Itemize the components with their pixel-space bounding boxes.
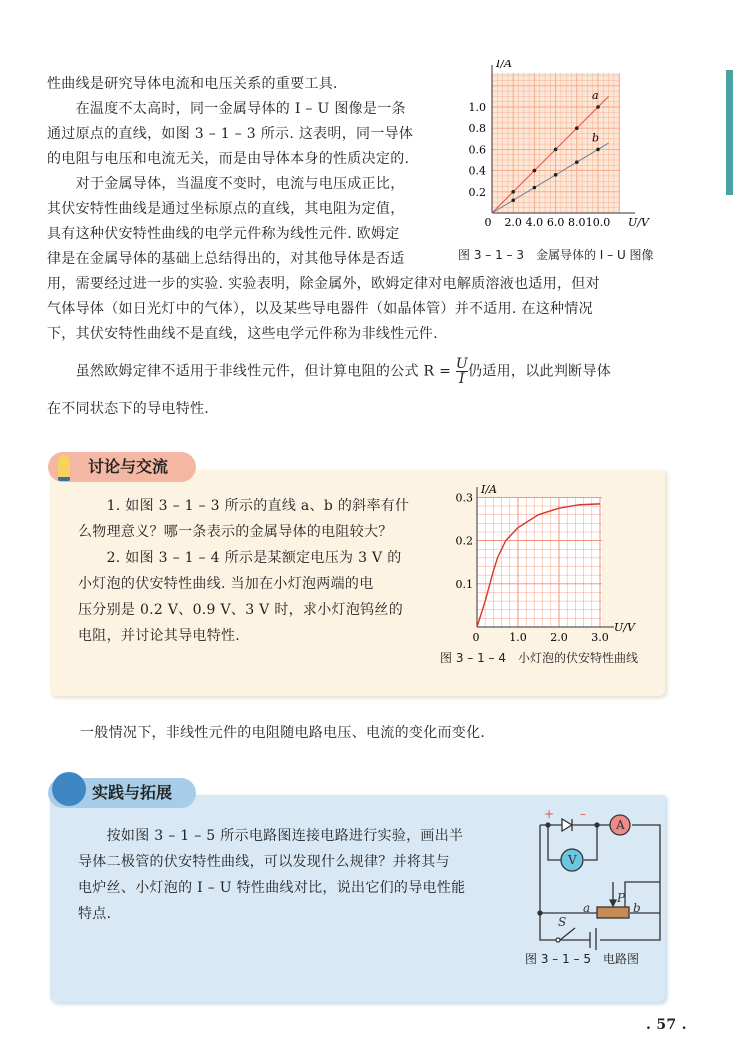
fraction-denominator: I — [459, 371, 465, 387]
rheostat-icon — [597, 907, 629, 918]
data-point — [554, 148, 558, 152]
practice-title: 实践与拓展 — [92, 783, 173, 802]
text-line: 用，需要经过进一步的实验. 实验表明，除金属外，欧姆定律对电解质溶液也适用，但对 — [47, 276, 600, 292]
figure-3-1-3-chart — [460, 60, 660, 235]
plus-label: + — [544, 807, 555, 821]
label-p: P — [617, 891, 626, 905]
x-tick-label: 4.0 — [525, 216, 544, 229]
text-line: 其伏安特性曲线是通过坐标原点的直线，其电阻为定值， — [47, 201, 405, 217]
text-line: 小灯泡的伏安特性曲线. 当加在小灯泡两端的电 — [78, 576, 374, 592]
practice-heading — [48, 778, 196, 808]
text-line: 下，其伏安特性曲线不是直线，这些电学元件称为非线性元件. — [47, 326, 438, 342]
figure-3-1-5-circuit — [520, 800, 670, 950]
series-label: a — [592, 89, 599, 102]
y-tick-label: 0.3 — [455, 491, 473, 505]
data-point — [533, 169, 537, 173]
figure-3-1-3-caption: 图 3 – 1 – 3 金属导体的 I – U 图像 — [458, 248, 654, 262]
formula-line-2: 在不同状态下的导电特性. — [47, 401, 210, 417]
y-tick-label: 0.2 — [455, 534, 473, 548]
text-line: 2. 如图 3 – 1 – 4 所示是某额定电压为 3 V 的 — [78, 550, 402, 566]
data-point — [511, 190, 515, 194]
fraction-numerator: U — [455, 356, 469, 372]
y-tick-label: 1.0 — [468, 101, 486, 114]
y-tick-label: 0.1 — [455, 577, 473, 591]
x-axis-label: U/V — [628, 216, 649, 229]
figure-3-1-4-caption: 图 3 – 1 – 4 小灯泡的伏安特性曲线 — [440, 651, 638, 665]
data-point — [511, 198, 515, 202]
middle-line: 一般情况下，非线性元件的电阻随电路电压、电流的变化而变化. — [80, 725, 486, 741]
figure-3-1-5-caption: 图 3 – 1 – 5 电路图 — [525, 952, 639, 966]
figure-3-1-4-chart — [450, 478, 650, 643]
voltmeter-label: V — [568, 853, 577, 867]
x-tick-label: 6.0 — [546, 216, 565, 229]
text-line: 在温度不太高时，同一金属导体的 I – U 图像是一条 — [47, 101, 406, 117]
text-line: 电阻，并讨论其导电特性. — [78, 628, 241, 644]
y-tick-label: 0.8 — [468, 122, 486, 136]
discussion-heading — [48, 452, 196, 482]
formula-text-after: 仍适用，以此判断导体 — [468, 363, 612, 380]
page-number: . 57 . — [646, 1017, 687, 1033]
y-axis-label: I/A — [481, 483, 497, 496]
text-line: 电炉丝、小灯泡的 I – U 特性曲线对比，说出它们的导电性能 — [78, 880, 466, 896]
x-tick-label: 2.0 — [504, 216, 522, 229]
switch-icon — [560, 928, 575, 940]
series-label: b — [592, 131, 600, 145]
data-point — [596, 148, 600, 152]
label-a: a — [583, 901, 591, 915]
data-point — [575, 126, 579, 130]
y-tick-label: 0.2 — [468, 185, 486, 199]
text-line: 1. 如图 3 – 1 – 3 所示的直线 a、b 的斜率有什 — [78, 498, 410, 514]
lightbulb-icon — [58, 455, 70, 481]
ammeter-label: A — [616, 818, 625, 832]
text-line: 气体导体（如日光灯中的气体），以及某些导电器件（如晶体管）并不适用. 在这种情况 — [47, 301, 593, 317]
formula-text: 虽然欧姆定律不适用于非线性元件，但计算电阻的公式 R = — [47, 363, 456, 380]
text-line: 压分别是 0.2 V、0.9 V、3 V 时，求小灯泡钨丝的 — [78, 602, 404, 618]
formula-line — [47, 357, 611, 386]
text-line: 性曲线是研究导体电流和电压关系的重要工具. — [47, 76, 338, 92]
data-point — [596, 105, 600, 109]
minus-label: – — [580, 807, 586, 821]
x-tick-label: 10.0 — [585, 216, 611, 229]
text-line: 么物理意义？哪一条表示的金属导体的电阻较大？ — [78, 524, 393, 540]
diode-icon — [562, 819, 572, 831]
text-line: 特点. — [78, 906, 112, 922]
text-line: 通过原点的直线，如图 3 – 1 – 3 所示. 这表明，同一导体 — [47, 126, 414, 142]
origin-label: 0 — [484, 216, 492, 229]
origin-label: 0 — [472, 631, 480, 643]
label-b: b — [633, 901, 641, 915]
data-point — [533, 186, 537, 190]
y-tick-label: 0.4 — [468, 164, 486, 178]
formula-fraction — [456, 357, 468, 386]
text-line: 导体二极管的伏安特性曲线，可以发现什么规律？并将其与 — [78, 854, 450, 870]
x-tick-label: 8.0 — [568, 216, 586, 229]
text-line: 律是在金属导体的基础上总结得出的，对其他导体是否适 — [47, 251, 405, 267]
data-point — [575, 160, 579, 164]
triangle-ruler-icon — [52, 772, 86, 806]
data-point — [554, 173, 558, 177]
text-line: 具有这种伏安特性曲线的电学元件称为线性元件. 欧姆定 — [47, 226, 400, 242]
y-axis-label: I/A — [496, 60, 512, 70]
label-s: S — [558, 915, 567, 929]
y-tick-label: 0.6 — [468, 143, 486, 157]
x-tick-label: 1.0 — [509, 631, 527, 643]
battery-icon — [590, 928, 610, 950]
chapter-tab — [726, 70, 733, 195]
x-tick-label: 2.0 — [550, 631, 568, 643]
x-axis-label: U/V — [614, 621, 635, 634]
discussion-title: 讨论与交流 — [88, 457, 169, 476]
text-line: 的电阻与电压和电流无关，而是由导体本身的性质决定的. — [47, 151, 410, 167]
text-line: 对于金属导体，当温度不变时，电流与电压成正比， — [47, 176, 405, 192]
text-line: 按如图 3 – 1 – 5 所示电路图连接电路进行实验，画出半 — [78, 828, 464, 844]
x-tick-label: 3.0 — [591, 631, 609, 643]
